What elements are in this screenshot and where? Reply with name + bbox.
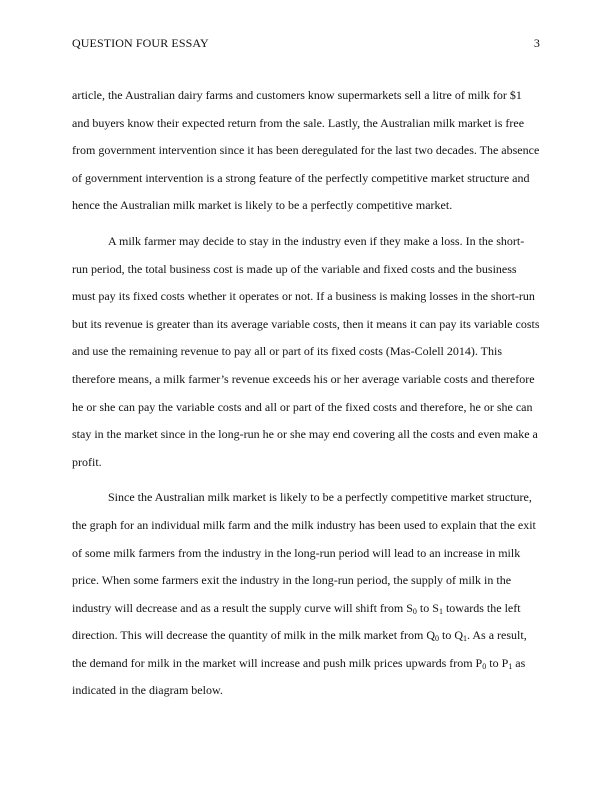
text-line: run period, the total business cost is made up of the variable and fixed costs and the business [72, 261, 517, 276]
text-line: but its revenue is greater than its average variable costs, then it means it can pay its variable costs [72, 316, 540, 331]
text-line: he or she can pay the variable costs and all or part of the fixed costs and therefore, he or she can [72, 399, 533, 414]
text-line: of government intervention is a strong feature of the perfectly competitive market structure and [72, 170, 530, 185]
running-head-title: QUESTION FOUR ESSAY [72, 36, 209, 50]
text-line: from government intervention since it has been deregulated for the last two decades. The absence [72, 143, 540, 158]
text-line: A milk farmer may decide to stay in the industry even if they make a loss. In the short- [108, 233, 525, 248]
text-line: hence the Australian milk market is likely to be a perfectly competitive market. [72, 198, 453, 213]
subscript: 1 [463, 634, 468, 644]
text-line: and buyers know their expected return from the sale. Lastly, the Australian milk market is free [72, 115, 525, 130]
essay-body [72, 82, 540, 705]
subscript: 0 [412, 606, 417, 616]
text-line-supply-shift: industry will decrease and as a result the supply curve will shift from $S_0$ to $S_1$ towards the left [72, 600, 521, 616]
text-line: must pay its fixed costs whether it operates or not. If a business is making losses in the short-run [72, 289, 535, 304]
text-line: stay in the market since in the long-run he or she may end covering all the costs and even make a [72, 427, 538, 442]
text-line: Since the Australian milk market is likely to be a perfectly competitive market structure, [108, 490, 532, 505]
subscript: 0 [435, 634, 440, 644]
text-line-price-shift: the demand for milk in the market will increase and push milk prices upwards from $P_0$ to $P_1$ as [72, 655, 526, 671]
text-line-quantity-shift: direction. This will decrease the quantity of milk in the milk market from $Q_0$ to $Q_1$. As a result, [72, 628, 527, 644]
text-line: indicated in the diagram below. [72, 683, 223, 698]
text-line: profit. [72, 454, 102, 469]
text-line: therefore means, a milk farmer’s revenue exceeds his or her average variable costs and therefore [72, 371, 535, 386]
paragraph-2 [72, 228, 540, 476]
subscript: 1 [438, 606, 443, 616]
page-number: 3 [533, 36, 540, 50]
text-line: and use the remaining revenue to pay all or part of its fixed costs (Mas-Colell 2014). This [72, 344, 503, 359]
text-line: the graph for an individual milk farm and the milk industry has been used to explain that the exit [72, 517, 536, 532]
paragraph-3 [72, 484, 540, 705]
text-line: article, the Australian dairy farms and customers know supermarkets sell a litre of milk for $1 [72, 88, 522, 102]
text-line: of some milk farmers from the industry in the long-run period will lead to an increase in milk [72, 545, 521, 560]
subscript: 0 [482, 661, 487, 671]
paragraph-1 [72, 82, 540, 220]
text-line: price. When some farmers exit the industry in the long-run period, the supply of milk in the [72, 573, 512, 588]
subscript: 1 [508, 661, 513, 671]
